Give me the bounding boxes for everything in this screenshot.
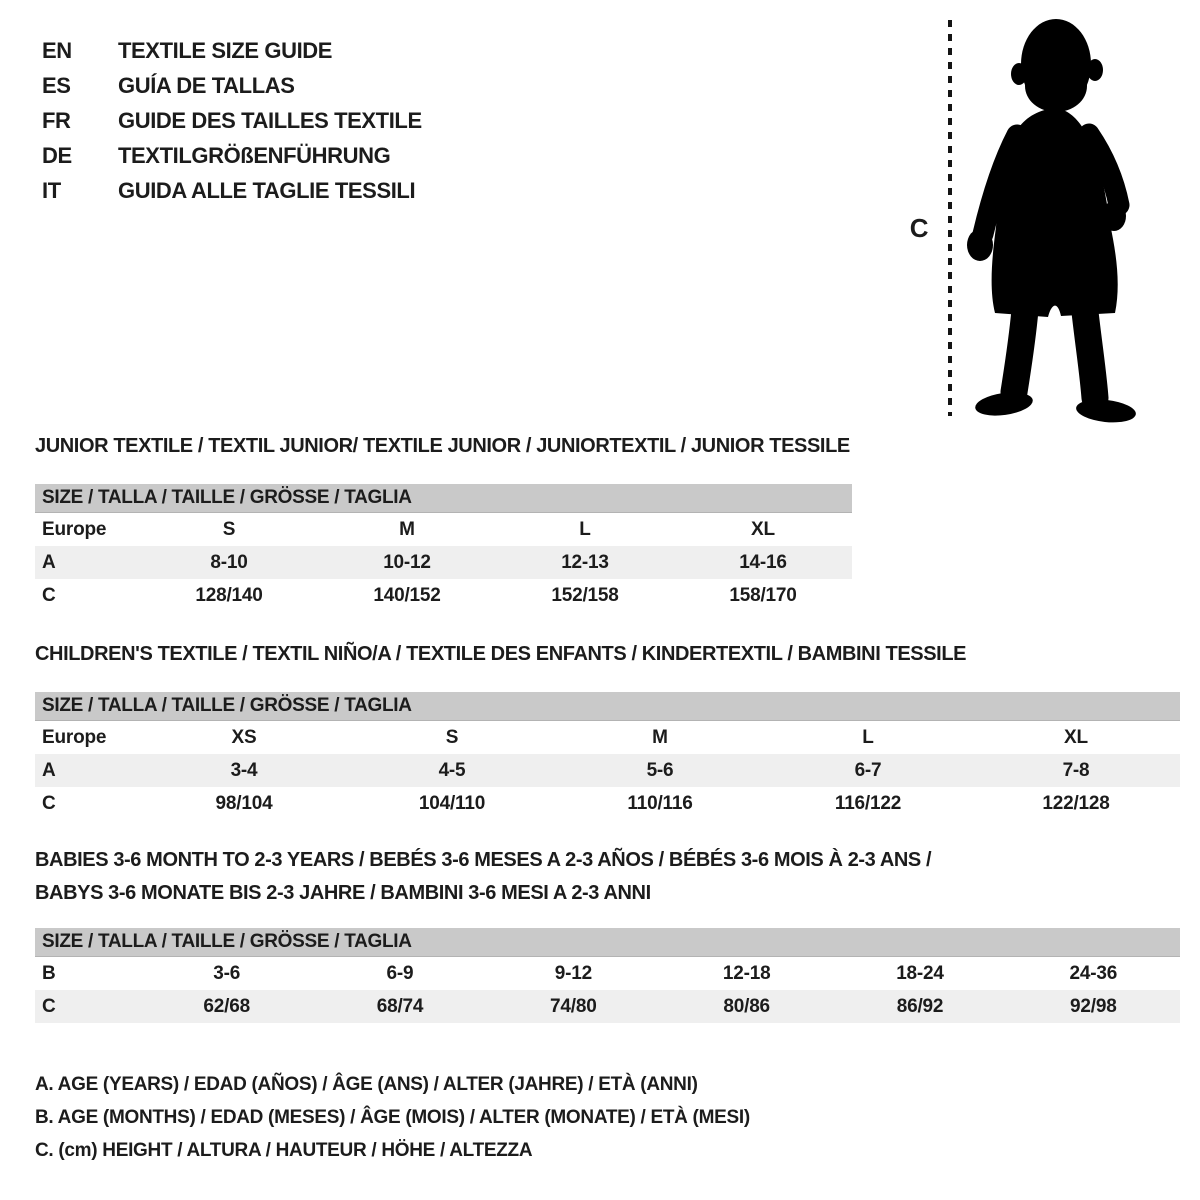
table-row-height bbox=[35, 787, 1180, 820]
lang-code: FR bbox=[42, 107, 71, 133]
junior-section-title: JUNIOR TEXTILE / TEXTIL JUNIOR/ TEXTILE JUNIOR / JUNIORTEXTIL / JUNIOR TESSILE bbox=[35, 435, 850, 457]
table-row-months bbox=[35, 957, 1180, 990]
row-label: C bbox=[42, 996, 56, 1017]
cell: 9-12 bbox=[554, 963, 592, 984]
measure-legend bbox=[35, 1068, 750, 1167]
cell: 10-12 bbox=[383, 552, 431, 573]
cell: 5-6 bbox=[646, 760, 674, 781]
col-header: M bbox=[399, 519, 415, 540]
row-label: A bbox=[42, 760, 56, 781]
lang-title: TEXTILE SIZE GUIDE bbox=[118, 37, 333, 63]
babies-section-title bbox=[35, 844, 1180, 910]
cell: 7-8 bbox=[1062, 760, 1090, 781]
language-title-list bbox=[42, 33, 422, 208]
cell: 6-7 bbox=[854, 760, 882, 781]
row-label: C bbox=[42, 585, 56, 606]
cell: 24-36 bbox=[1069, 963, 1118, 984]
cell: 104/110 bbox=[418, 793, 486, 814]
col-header: XL bbox=[1064, 727, 1088, 748]
cell: 6-9 bbox=[386, 963, 414, 984]
lang-code: ES bbox=[42, 72, 71, 98]
row-label: B bbox=[42, 963, 56, 984]
col-header: S bbox=[222, 519, 236, 540]
col-header: XS bbox=[231, 727, 257, 748]
row-label: A bbox=[42, 552, 56, 573]
row-label: Europe bbox=[42, 519, 107, 540]
children-size-table bbox=[35, 692, 1180, 820]
row-label: C bbox=[42, 793, 56, 814]
cell: 12-18 bbox=[722, 963, 771, 984]
cell: 122/128 bbox=[1042, 793, 1110, 814]
cell: 3-4 bbox=[230, 760, 258, 781]
lang-title: GUIDE DES TAILLES TEXTILE bbox=[118, 107, 422, 133]
table-row-age bbox=[35, 754, 1180, 787]
lang-code: EN bbox=[42, 37, 72, 63]
cell: 80/86 bbox=[723, 996, 770, 1017]
table-row-height bbox=[35, 579, 852, 612]
cell: 3-6 bbox=[213, 963, 241, 984]
cell: 18-24 bbox=[896, 963, 944, 984]
legend-line-a: A. AGE (YEARS) / EDAD (AÑOS) / ÂGE (ANS) / ALTER (JAHRE) / ETÀ (ANNI) bbox=[35, 1074, 698, 1095]
size-header-bar bbox=[35, 484, 852, 513]
row-label: Europe bbox=[42, 727, 107, 748]
size-header-label: SIZE / TALLA / TAILLE / GRÖSSE / TAGLIA bbox=[42, 695, 412, 716]
lang-title: GUÍA DE TALLAS bbox=[118, 72, 295, 98]
toddler-silhouette-image bbox=[962, 12, 1144, 425]
cell: 12-13 bbox=[561, 552, 609, 573]
babies-title-line2: BABYS 3-6 MONATE BIS 2-3 JAHRE / BAMBINI 3-6 MESI A 2-3 ANNI bbox=[35, 882, 651, 904]
height-measure-dotted-line bbox=[948, 20, 952, 416]
table-row-region bbox=[35, 721, 1180, 754]
table-row-age bbox=[35, 546, 852, 579]
lang-title: TEXTILGRÖßENFÜHRUNG bbox=[118, 142, 391, 168]
cell: 116/122 bbox=[834, 793, 902, 814]
size-header-label: SIZE / TALLA / TAILLE / GRÖSSE / TAGLIA bbox=[42, 487, 412, 508]
legend-line-c: C. (cm) HEIGHT / ALTURA / HAUTEUR / HÖHE / ALTEZZA bbox=[35, 1140, 533, 1161]
height-measure-label: C bbox=[909, 213, 929, 243]
cell: 62/68 bbox=[203, 996, 250, 1017]
children-section-title: CHILDREN'S TEXTILE / TEXTIL NIÑO/A / TEXTILE DES ENFANTS / KINDERTEXTIL / BAMBINI TESSILE bbox=[35, 643, 967, 665]
babies-title-line1: BABIES 3-6 MONTH TO 2-3 YEARS / BEBÉS 3-6 MESES A 2-3 AÑOS / BÉBÉS 3-6 MOIS À 2-3 ANS / bbox=[35, 849, 932, 871]
cell: 92/98 bbox=[1070, 996, 1117, 1017]
cell: 14-16 bbox=[739, 552, 787, 573]
cell: 68/74 bbox=[376, 996, 424, 1017]
cell: 152/158 bbox=[551, 585, 619, 606]
cell: 74/80 bbox=[550, 996, 597, 1017]
cell: 98/104 bbox=[215, 793, 273, 814]
lang-title: GUIDA ALLE TAGLIE TESSILI bbox=[118, 177, 416, 203]
lang-code: DE bbox=[42, 142, 72, 168]
size-header-bar bbox=[35, 692, 1180, 721]
col-header: XL bbox=[751, 519, 775, 540]
lang-code: IT bbox=[42, 177, 61, 203]
col-header: M bbox=[652, 727, 668, 748]
size-header-label: SIZE / TALLA / TAILLE / GRÖSSE / TAGLIA bbox=[42, 931, 412, 952]
table-row-region bbox=[35, 513, 852, 546]
col-header: L bbox=[579, 519, 591, 540]
cell: 128/140 bbox=[195, 585, 263, 606]
cell: 4-5 bbox=[438, 760, 466, 781]
cell: 140/152 bbox=[373, 585, 441, 606]
cell: 110/116 bbox=[627, 793, 693, 814]
table-row-height bbox=[35, 990, 1180, 1023]
cell: 86/92 bbox=[896, 996, 944, 1017]
junior-size-table bbox=[35, 484, 852, 612]
cell: 158/170 bbox=[729, 585, 797, 606]
size-header-bar bbox=[35, 928, 1180, 957]
babies-size-table bbox=[35, 928, 1180, 1023]
col-header: S bbox=[445, 727, 459, 748]
col-header: L bbox=[862, 727, 874, 748]
cell: 8-10 bbox=[210, 552, 248, 573]
legend-line-b: B. AGE (MONTHS) / EDAD (MESES) / ÂGE (MOIS) / ALTER (MONATE) / ETÀ (MESI) bbox=[35, 1107, 750, 1128]
